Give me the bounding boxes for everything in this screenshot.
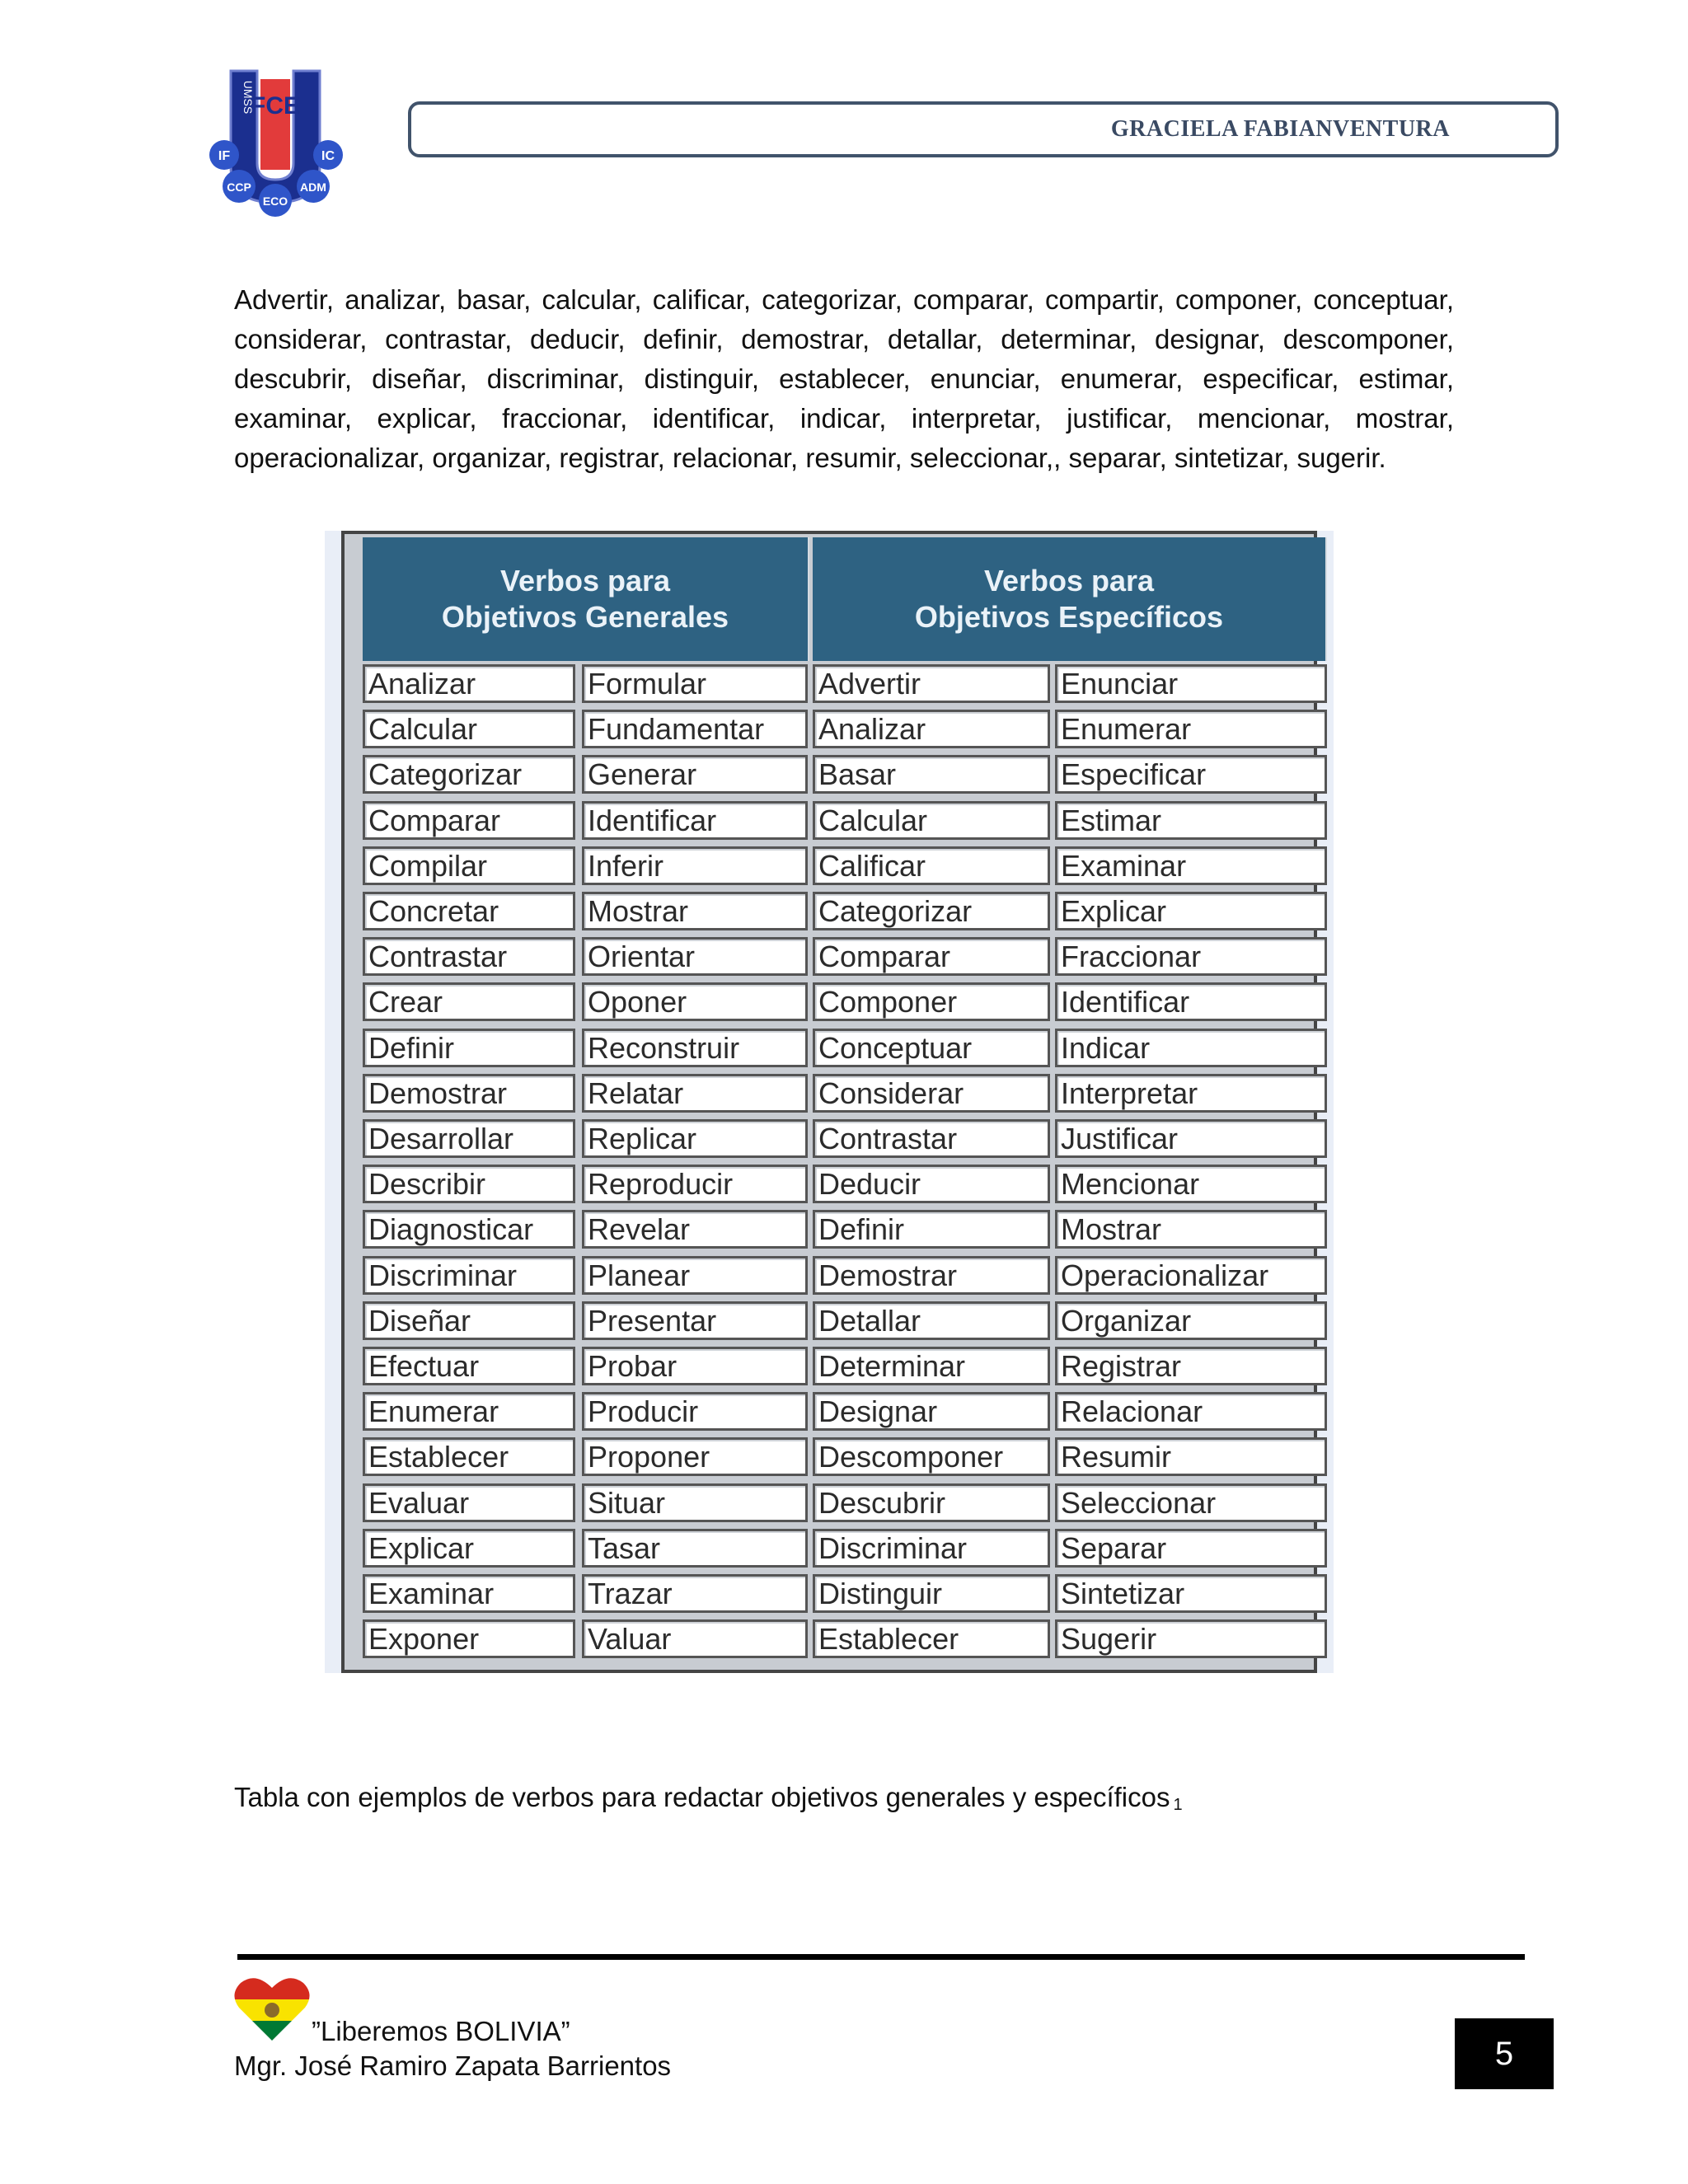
table-cell: Producir: [582, 1392, 808, 1431]
logo-tag: IC: [321, 149, 335, 163]
table-cell: Analizar: [813, 710, 1050, 748]
table-cell: Establecer: [363, 1437, 575, 1476]
table-cell: Fundamentar: [582, 710, 808, 748]
logo-tag: ADM: [300, 180, 326, 194]
table-cell: Revelar: [582, 1210, 808, 1249]
table-cell: Evaluar: [363, 1483, 575, 1522]
table-cell: Sugerir: [1055, 1619, 1327, 1658]
table-cell: Calcular: [813, 801, 1050, 840]
table-cell: Mencionar: [1055, 1165, 1327, 1203]
table-cell: Considerar: [813, 1074, 1050, 1113]
table-cell: Planear: [582, 1256, 808, 1295]
header-line: Verbos para: [499, 564, 671, 598]
table-cell: Crear: [363, 982, 575, 1021]
logo-main-letters: FCE: [251, 92, 300, 120]
table-cell: Comparar: [813, 937, 1050, 976]
table-cell: Definir: [813, 1210, 1050, 1249]
header-line: Objetivos Específicos: [914, 600, 1224, 634]
table-cell: Reproducir: [582, 1165, 808, 1203]
table-cell: Enumerar: [1055, 710, 1327, 748]
table-cell: Especificar: [1055, 755, 1327, 794]
table-cell: Explicar: [363, 1529, 575, 1568]
table-cell: Valuar: [582, 1619, 808, 1658]
table-header-specific: [813, 537, 1327, 661]
table-cell: Registrar: [1055, 1347, 1327, 1385]
table-cell: Proponer: [582, 1437, 808, 1476]
logo-tag: IF: [218, 149, 231, 163]
table-cell: Situar: [582, 1483, 808, 1522]
table-cell: Detallar: [813, 1301, 1050, 1340]
table-cell: Contrastar: [363, 937, 575, 976]
caption-text: Tabla con ejemplos de verbos para redactar objetivos generales y específicos: [234, 1782, 1170, 1812]
table-cell: Distinguir: [813, 1574, 1050, 1613]
table-cell: Descubrir: [813, 1483, 1050, 1522]
table-cell: Conceptuar: [813, 1029, 1050, 1067]
table-cell: Discriminar: [813, 1529, 1050, 1568]
table-cell: Estimar: [1055, 801, 1327, 840]
table-cell: Reconstruir: [582, 1029, 808, 1067]
table-cell: Componer: [813, 982, 1050, 1021]
table-cell: Probar: [582, 1347, 808, 1385]
table-cell: Examinar: [363, 1574, 575, 1613]
table-cell: Presentar: [582, 1301, 808, 1340]
table-cell: Explicar: [1055, 892, 1327, 930]
university-logo: [206, 64, 346, 221]
table-cell: Seleccionar: [1055, 1483, 1327, 1522]
table-cell: Generar: [582, 755, 808, 794]
table-cell: Comparar: [363, 801, 575, 840]
table-cell: Oponer: [582, 982, 808, 1021]
table-cell: Deducir: [813, 1165, 1050, 1203]
header-author-name: GRACIELA FABIANVENTURA: [1110, 116, 1450, 142]
table-cell: Descomponer: [813, 1437, 1050, 1476]
header-line: Objetivos Generales: [441, 600, 729, 634]
table-cell: Exponer: [363, 1619, 575, 1658]
table-cell: Inferir: [582, 846, 808, 885]
bolivia-heart-icon: [234, 1975, 310, 2042]
table-cell: Fraccionar: [1055, 937, 1327, 976]
table-cell: Desarrollar: [363, 1119, 575, 1158]
table-cell: Indicar: [1055, 1029, 1327, 1067]
table-cell: Trazar: [582, 1574, 808, 1613]
table-cell: Relacionar: [1055, 1392, 1327, 1431]
table-cell: Demostrar: [363, 1074, 575, 1113]
table-cell: Identificar: [1055, 982, 1327, 1021]
logo-tag: CCP: [227, 180, 251, 194]
table-cell: Formular: [582, 664, 808, 703]
table-header-general: [363, 537, 809, 661]
table-cell: Determinar: [813, 1347, 1050, 1385]
caption-footnote: 1: [1173, 1796, 1183, 1814]
table-cell: Sintetizar: [1055, 1574, 1327, 1613]
table-cell: Categorizar: [813, 892, 1050, 930]
table-cell: Resumir: [1055, 1437, 1327, 1476]
table-cell: Relatar: [582, 1074, 808, 1113]
table-cell: Advertir: [813, 664, 1050, 703]
page-number: 5: [1455, 2018, 1554, 2089]
table-cell: Compilar: [363, 846, 575, 885]
table-cell: Interpretar: [1055, 1074, 1327, 1113]
footer-rule: [237, 1954, 1525, 1960]
table-cell: Operacionalizar: [1055, 1256, 1327, 1295]
table-cell: Justificar: [1055, 1119, 1327, 1158]
verbs-table: [341, 531, 1317, 1673]
table-cell: Categorizar: [363, 755, 575, 794]
table-cell: Mostrar: [582, 892, 808, 930]
logo-vertical-letters: UMSS: [241, 80, 255, 115]
table-cell: Analizar: [363, 664, 575, 703]
footer-quote: ”Liberemos BOLIVIA”: [312, 2016, 570, 2046]
table-cell: Calcular: [363, 710, 575, 748]
logo-tag: ECO: [262, 194, 288, 208]
table-cell: Establecer: [813, 1619, 1050, 1658]
header-banner: [408, 101, 1559, 157]
table-cell: Designar: [813, 1392, 1050, 1431]
table-cell: Separar: [1055, 1529, 1327, 1568]
table-cell: Orientar: [582, 937, 808, 976]
table-cell: Demostrar: [813, 1256, 1050, 1295]
table-cell: Concretar: [363, 892, 575, 930]
table-cell: Mostrar: [1055, 1210, 1327, 1249]
footer-author: Mgr. José Ramiro Zapata Barrientos: [234, 2050, 672, 2081]
table-cell: Identificar: [582, 801, 808, 840]
table-cell: Replicar: [582, 1119, 808, 1158]
table-cell: Calificar: [813, 846, 1050, 885]
verbs-table-image: [325, 531, 1334, 1673]
table-cell: Definir: [363, 1029, 575, 1067]
table-cell: Tasar: [582, 1529, 808, 1568]
table-cell: Efectuar: [363, 1347, 575, 1385]
table-cell: Organizar: [1055, 1301, 1327, 1340]
table-cell: Diseñar: [363, 1301, 575, 1340]
table-cell: Basar: [813, 755, 1050, 794]
table-caption: [234, 1782, 1183, 1815]
table-cell: Examinar: [1055, 846, 1327, 885]
table-cell: Enumerar: [363, 1392, 575, 1431]
table-cell: Discriminar: [363, 1256, 575, 1295]
table-cell: Diagnosticar: [363, 1210, 575, 1249]
intro-paragraph: Advertir, analizar, basar, calcular, calificar, categorizar, comparar, compartir, componer, conceptuar, considerar, contrastar, deducir, definir, demostrar, detallar, determinar, designar, descomponer, descubrir, diseñar, discriminar, distinguir, establecer, enunciar, enumerar, especificar, estimar, examinar, explicar, fraccionar, identificar, indicar, interpretar, justificar, mencionar, mostrar, operacionalizar, organizar, registrar, relacionar, resumir, seleccionar,, separar, sintetizar, sugerir.: [234, 284, 1454, 473]
header-line: Verbos para: [983, 564, 1155, 598]
table-cell: Enunciar: [1055, 664, 1327, 703]
table-cell: Describir: [363, 1165, 575, 1203]
table-cell: Contrastar: [813, 1119, 1050, 1158]
